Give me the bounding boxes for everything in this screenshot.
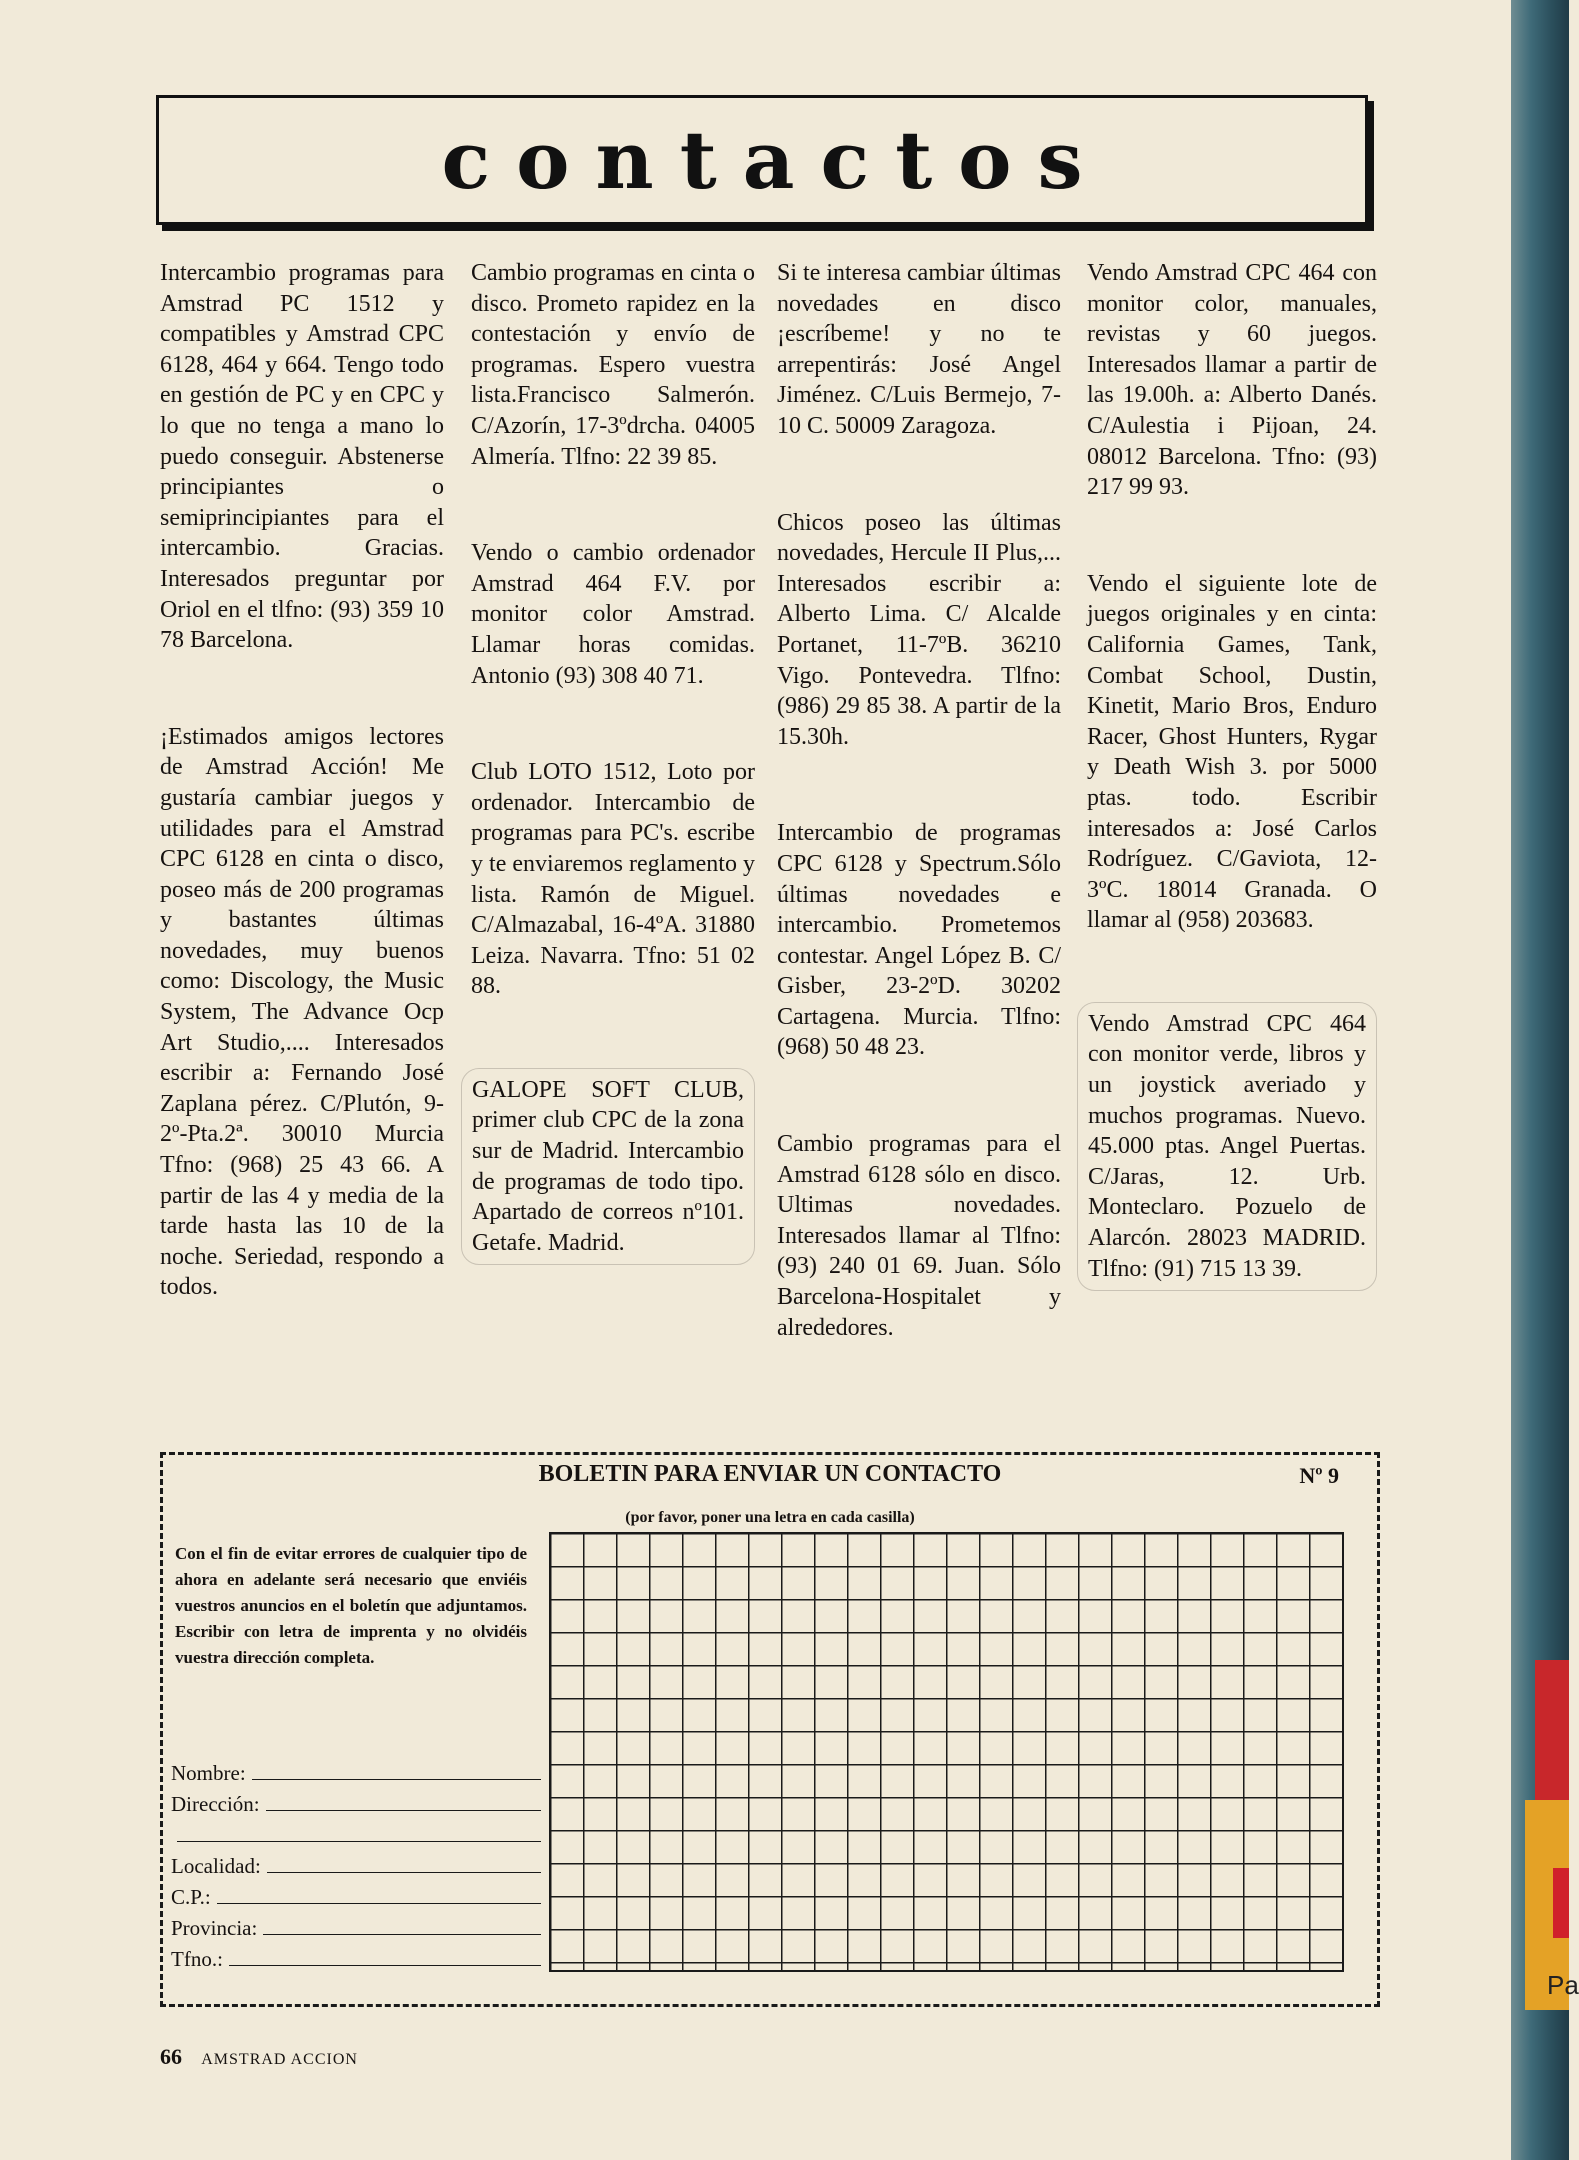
form-issue-number: Nº 9 — [1299, 1463, 1339, 1488]
classified-ad: Vendo o cambio ordenador Amstrad 464 F.V. por monitor color Amstrad. Llamar horas comidas. Antonio (93) 308 40 71. — [471, 540, 755, 689]
classified-ad: Intercambio de programas CPC 6128 y Spectrum.Sólo últimas novedades e intercambio. Prometemos contestar. Angel López B. C/ Gisber, 23-2ºD. 30202 Cartagena. Murcia. Tlfno: (968) 50 48 23. — [777, 820, 1061, 1061]
field-line — [252, 1779, 541, 1780]
classified-ad: Chicos poseo las últimas novedades, Hercule II Plus,... Interesados escribir a: Alberto Lima. C/ Alcalde Portanet, 11-7ºB. 36210 Vigo. Pontevedra. Tlfno: (986) 29 85 38. A partir de la 15.30h. — [777, 509, 1061, 750]
classified-ad: Cambio programas en cinta o disco. Prometo rapidez en la contestación y envío de programas. Espero vuestra lista.Francisco Salmerón. C/Azorín, 17-3ºdrcha. 04005 Almería. Tlfno: 22 39 85. — [471, 260, 755, 470]
classified-ad: Intercambio programas para Amstrad PC 1512 y compatibles y Amstrad CPC 6128, 464 y 664. Tengo todo en gestión de PC y en CPC y lo que no tenga a mano lo puedo conseguir. Abstenerse principiantes o semiprincipiantes para el intercambio. Gracias. Interesados preguntar por Oriol en el tlfno: (93) 359 10 78 Barcelona. — [160, 260, 444, 654]
classified-ad: Vendo Amstrad CPC 464 con monitor color, manuales, revistas y 60 juegos. Interesados llamar a partir de las 19.00h. a: Alberto Danés. C/Aulestia i Pijoan, 24. 08012 Barcelona. Tfno: (93) 217 99 93. — [1087, 260, 1377, 501]
address-field-extra-line[interactable] — [171, 1817, 541, 1848]
field-line — [263, 1934, 541, 1935]
classified-ad: Vendo el siguiente lote de juegos originales y en cinta: California Games, Tank, Combat School, Dustin, Kinetit, Mario Bros, Enduro Racer, Ghost Hunters, Rygar y Death Wish 3. por 5000 ptas. todo. Escribir interesados a: José Carlos Rodríguez. C/Gaviota, 12-3ºC. 18014 Granada. O llamar al (958) 203683. — [1087, 570, 1377, 934]
contact-submission-form — [160, 1452, 1380, 2007]
adjacent-page-text-fragment: Pa — [1547, 1970, 1579, 2000]
address-fields — [171, 1755, 541, 1972]
field-line — [229, 1965, 541, 1966]
field-line — [266, 1810, 541, 1811]
field-label: Dirección: — [171, 1792, 260, 1816]
form-note: Con el fin de evitar errores de cualquier tipo de ahora en adelante será necesario que enviéis vuestros anuncios en el boletín que adjuntamos. Escribir con letra de imprenta y no olvidéis vuestra dirección completa. — [175, 1544, 527, 1667]
classified-ad-circled: Vendo Amstrad CPC 464 con monitor verde, libros y un joystick averiado y muchos programas. Nuevo. 45.000 ptas. Angel Puertas. C/Jaras, 12. Urb. Monteclaro. Pozuelo de Alarcón. 28023 MADRID. Tlfno: (91) 715 13 39. — [1077, 1002, 1377, 1291]
adjacent-page-red-block — [1535, 1660, 1569, 1810]
field-label: Nombre: — [171, 1761, 246, 1785]
field-line — [267, 1872, 541, 1873]
form-instructions: (por favor, poner una letra en cada casilla) — [625, 1509, 915, 1526]
field-label: C.P.: — [171, 1885, 211, 1909]
form-title: BOLETIN PARA ENVIAR UN CONTACTO — [538, 1461, 1002, 1487]
classified-ad: Club LOTO 1512, Loto por ordenador. Intercambio de programas para PC's. escribe y te enviaremos reglamento y lista. Ramón de Miguel. C/Almazabal, 16-4ºA. 31880 Leiza. Navarra. Tfno: 51 02 88. — [471, 759, 755, 1000]
ads-column-3 — [777, 258, 1061, 1409]
postal-code-field[interactable] — [171, 1879, 541, 1910]
field-line — [177, 1841, 541, 1842]
classified-ad: Si te interesa cambiar últimas novedades en disco ¡escríbeme! y no te arrepentirás: José Angel Jiménez. C/Luis Bermejo, 7-10 C. 50009 Zaragoza. — [777, 260, 1061, 439]
field-label: Localidad: — [171, 1854, 261, 1878]
phone-field[interactable] — [171, 1941, 541, 1972]
section-header-box — [156, 95, 1368, 225]
field-label: Tfno.: — [171, 1947, 223, 1971]
magazine-name: AMSTRAD ACCION — [201, 2051, 358, 2068]
name-field[interactable] — [171, 1755, 541, 1786]
section-title: contactos — [441, 113, 1109, 207]
ads-column-4 — [1087, 258, 1377, 1357]
letter-grid[interactable] — [549, 1532, 1344, 1972]
classified-ad: ¡Estimados amigos lectores de Amstrad Acción! Me gustaría cambiar juegos y utilidades para el Amstrad CPC 6128 en cinta o disco, poseo más de 200 programas y bastantes últimas novedades, muy buenos como: Discology, the Music System, The Advance Ocp Art Studio,.... Interesados escribir a: Fernando José Zaplana pérez. C/Plutón, 9-2º-Pta.2ª. 30010 Murcia Tfno: (968) 25 43 66. A partir de las 4 y media de la tarde hasta las 10 de la noche. Seriedad, respondo a todos. — [160, 723, 444, 1301]
ads-column-1 — [160, 258, 444, 1369]
locality-field[interactable] — [171, 1848, 541, 1879]
field-line — [217, 1903, 541, 1904]
address-field[interactable] — [171, 1786, 541, 1817]
page-footer — [160, 2044, 358, 2070]
adjacent-page-red-mark — [1553, 1868, 1569, 1938]
field-label: Provincia: — [171, 1916, 258, 1940]
page-number: 66 — [160, 2044, 182, 2069]
ads-column-2 — [471, 258, 755, 1331]
province-field[interactable] — [171, 1910, 541, 1941]
classified-ad-circled: GALOPE SOFT CLUB, primer club CPC de la zona sur de Madrid. Intercambio de programas de todo tipo. Apartado de correos nº101. Getafe. Madrid. — [461, 1068, 755, 1266]
classified-ad: Cambio programas para el Amstrad 6128 sólo en disco. Ultimas novedades. Interesados llamar al Tlfno: (93) 240 01 69. Juan. Sólo Barcelona-Hospitalet y alrededores. — [777, 1131, 1061, 1341]
